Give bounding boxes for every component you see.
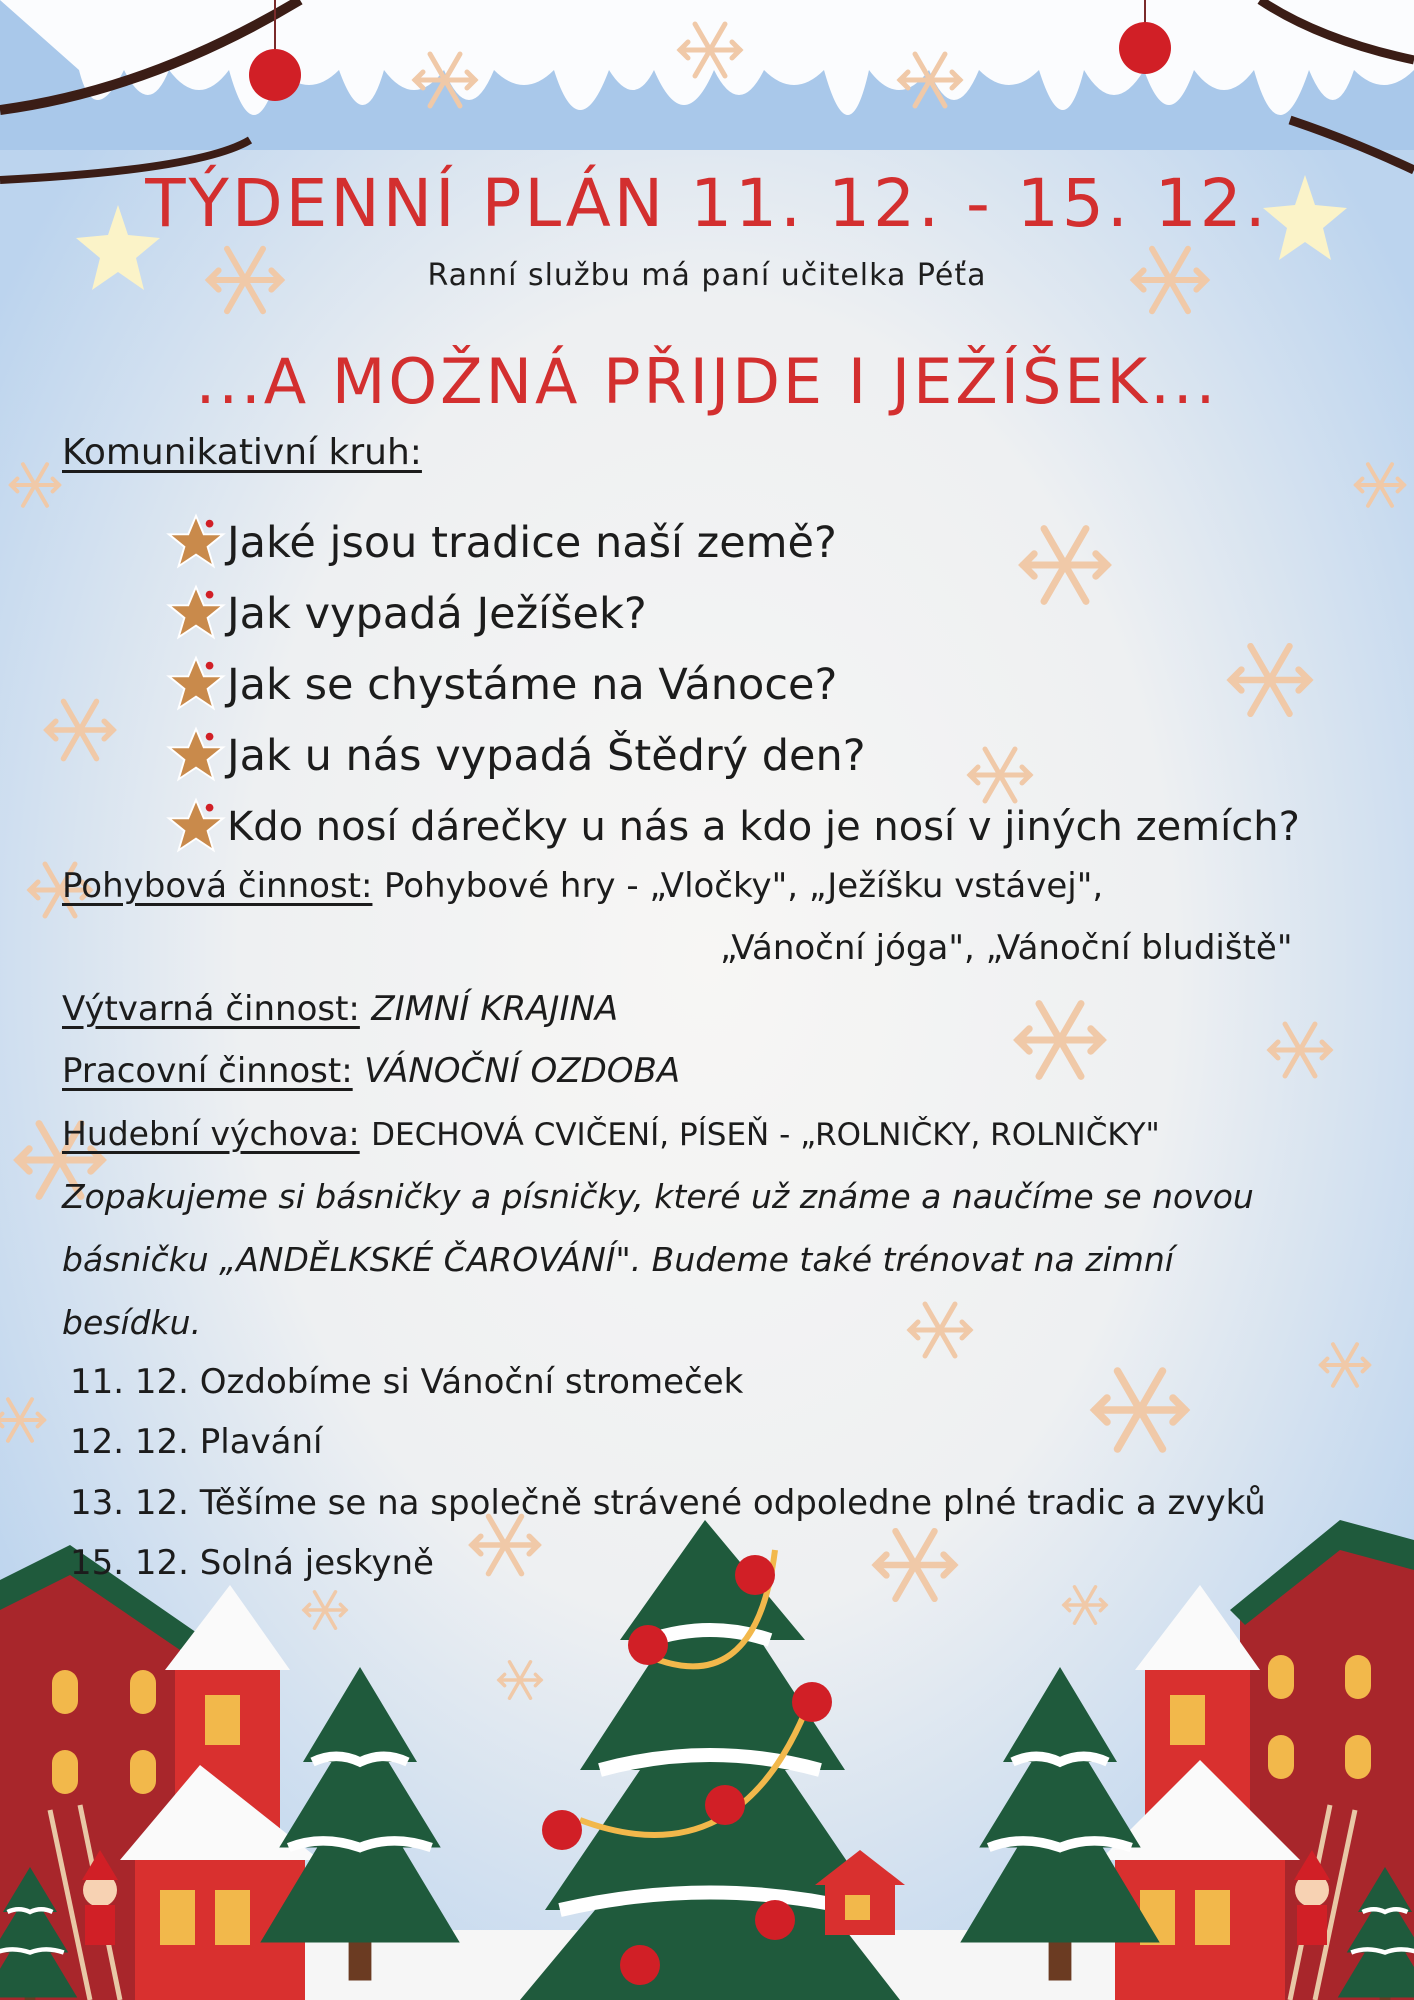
- question-item: [165, 583, 647, 645]
- page-title: TÝDENNÍ PLÁN 11. 12. - 15. 12.: [145, 165, 1269, 242]
- gingerbread-star-icon: [165, 512, 227, 574]
- question-item: [165, 725, 866, 787]
- question-item: [165, 512, 837, 574]
- schedule-item: 15. 12. Solná jeskyně: [70, 1543, 434, 1583]
- gingerbread-star-icon: [165, 725, 227, 787]
- pracovni-row: [62, 1050, 680, 1091]
- pohybova-text-2: „Vánoční jóga", „Vánoční bludiště": [720, 928, 1293, 968]
- hudebni-label: Hudební výchova:: [62, 1114, 360, 1153]
- gingerbread-star-icon: [165, 654, 227, 716]
- vytvarna-label: Výtvarná činnost:: [62, 989, 360, 1029]
- morning-duty-note: Ranní službu má paní učitelka Péťa: [427, 258, 987, 293]
- vytvarna-text: ZIMNÍ KRAJINA: [371, 989, 619, 1029]
- hudebni-row: [62, 1113, 1160, 1154]
- paragraph-line: Zopakujeme si básničky a písničky, které už známe a naučíme se novou: [62, 1177, 1254, 1216]
- pohybova-label: Pohybová činnost:: [62, 866, 373, 906]
- pohybova-text: Pohybové hry - „Vločky", „Ježíšku vstávej",: [383, 866, 1104, 906]
- question-text: Kdo nosí dárečky u nás a kdo je nosí v jiných zemích?: [227, 804, 1300, 850]
- question-text: Jak u nás vypadá Štědrý den?: [227, 731, 866, 781]
- gingerbread-star-icon: [165, 583, 227, 645]
- komunikativni-heading: Komunikativní kruh:: [62, 432, 422, 473]
- question-text: Jaké jsou tradice naší země?: [227, 518, 837, 568]
- paragraph-line: básničku „ANDĚLKSKÉ ČAROVÁNÍ". Budeme také trénovat na zimní: [62, 1240, 1174, 1279]
- schedule-item: 11. 12. Ozdobíme si Vánoční stromeček: [70, 1362, 744, 1402]
- question-item: [165, 654, 837, 716]
- schedule-item: 12. 12. Plavání: [70, 1422, 323, 1462]
- hudebni-text: DECHOVÁ CVIČENÍ, PÍSEŇ - „ROLNIČKY, ROLNIČKY": [371, 1117, 1160, 1153]
- gingerbread-star-icon: [165, 796, 227, 858]
- question-item: [165, 796, 1300, 858]
- vytvarna-row: [62, 988, 618, 1029]
- theme-subtitle: ...A MOŽNÁ PŘIJDE I JEŽÍŠEK...: [195, 345, 1219, 418]
- schedule-item: 13. 12. Těšíme se na společně strávené odpoledne plné tradic a zvyků: [70, 1483, 1266, 1523]
- question-text: Jak vypadá Ježíšek?: [227, 589, 647, 639]
- paragraph-line: besídku.: [62, 1303, 202, 1342]
- pohybova-row: [62, 865, 1103, 906]
- question-text: Jak se chystáme na Vánoce?: [227, 660, 838, 710]
- pracovni-label: Pracovní činnost:: [62, 1051, 353, 1091]
- pracovni-text: VÁNOČNÍ OZDOBA: [364, 1051, 681, 1091]
